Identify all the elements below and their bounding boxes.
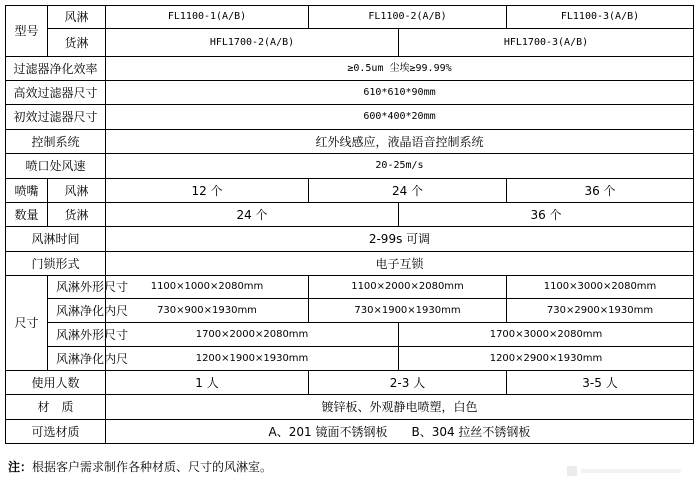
model-row-cargo: [6, 29, 694, 57]
filter-efficiency-label: 过滤器净化效率: [6, 57, 106, 81]
shower-time-row: [6, 227, 694, 252]
hepa-size-label: 高效过滤器尺寸: [6, 81, 106, 105]
nozzle-count-label-bottom: 数量: [6, 203, 48, 227]
footnote: [8, 460, 272, 474]
hepa-size-value: 610*610*90mm: [106, 81, 694, 105]
cargo-shower-label: 货淋: [48, 29, 106, 57]
dimension-cell: 730×1900×1930mm: [309, 299, 507, 323]
nozzle-count-label-top: 喷嘴: [6, 179, 48, 203]
nozzle-count-cell: 24 个: [309, 179, 507, 203]
dimension-row-air-outer: [6, 276, 694, 299]
nozzle-count-cell: 36 个: [507, 179, 694, 203]
shower-time-label: 风淋时间: [6, 227, 106, 252]
model-cell: HFL1700-3(A/B): [399, 29, 694, 57]
nozzle-count-row-air: [6, 179, 694, 203]
model-cell: HFL1700-2(A/B): [106, 29, 399, 57]
optional-material-value: A、201 镜面不锈钢板 B、304 拉丝不锈钢板: [106, 420, 694, 444]
users-cell: 1 人: [106, 371, 309, 395]
model-cell: FL1100-1(A/B): [106, 6, 309, 29]
hepa-size-row: [6, 81, 694, 105]
optional-material-label: 可选材质: [6, 420, 106, 444]
model-cell: FL1100-2(A/B): [309, 6, 507, 29]
lock-type-value: 电子互锁: [106, 252, 694, 276]
filter-efficiency-value: ≥0.5um 尘埃≥99.99%: [106, 57, 694, 81]
users-label: 使用人数: [6, 371, 106, 395]
model-label: 型号: [6, 6, 48, 57]
dimension-cell: 1200×2900×1930mm: [399, 347, 694, 371]
spec-table: [5, 5, 694, 444]
nozzle-count-row-cargo: [6, 203, 694, 227]
control-system-value: 红外线感应，液晶语音控制系统: [106, 130, 694, 154]
nozzle-speed-label: 喷口处风速: [6, 154, 106, 179]
dimension-cell: 1100×3000×2080mm: [507, 276, 694, 299]
dimension-cell: 1700×3000×2080mm: [399, 323, 694, 347]
air-shower-label: 风淋: [48, 6, 106, 29]
model-cell: FL1100-3(A/B): [507, 6, 694, 29]
watermark-logo: [567, 464, 687, 478]
prefilter-size-row: [6, 105, 694, 130]
prefilter-size-label: 初效过滤器尺寸: [6, 105, 106, 130]
dimension-cell: 730×2900×1930mm: [507, 299, 694, 323]
dimension-cell: 1100×1000×2080mm: [106, 276, 309, 299]
material-value: 镀锌板、外观静电喷塑，白色: [106, 395, 694, 420]
shower-time-value: 2-99s 可调: [106, 227, 694, 252]
nozzle-count-cell: 12 个: [106, 179, 309, 203]
dimensions-label: 尺寸: [6, 276, 48, 371]
nozzle-air-label: 风淋: [48, 179, 106, 203]
material-label: 材 质: [6, 395, 106, 420]
inner-size-label: 风淋净化内尺: [48, 347, 106, 371]
control-system-row: [6, 130, 694, 154]
model-row-air: [6, 6, 694, 29]
dimension-cell: 1200×1900×1930mm: [106, 347, 399, 371]
material-row: [6, 395, 694, 420]
dimension-cell: 1700×2000×2080mm: [106, 323, 399, 347]
dimension-cell: 1100×2000×2080mm: [309, 276, 507, 299]
users-cell: 2-3 人: [309, 371, 507, 395]
footnote-text: 根据客户需求制作各种材质、尺寸的风淋室。: [32, 460, 273, 474]
dimension-row-cargo-outer: [6, 323, 694, 347]
control-system-label: 控制系统: [6, 130, 106, 154]
optional-material-row: [6, 420, 694, 444]
inner-size-label: 风淋净化内尺: [48, 299, 106, 323]
nozzle-count-cell: 24 个: [106, 203, 399, 227]
dimension-row-air-inner: [6, 299, 694, 323]
dimension-row-cargo-inner: [6, 347, 694, 371]
filter-efficiency-row: [6, 57, 694, 81]
nozzle-speed-row: [6, 154, 694, 179]
nozzle-count-cell: 36 个: [399, 203, 694, 227]
prefilter-size-value: 600*400*20mm: [106, 105, 694, 130]
footnote-prefix: 注：: [8, 460, 33, 474]
nozzle-cargo-label: 货淋: [48, 203, 106, 227]
outer-size-label: 风淋外形尺寸: [48, 276, 106, 299]
lock-type-label: 门锁形式: [6, 252, 106, 276]
users-row: [6, 371, 694, 395]
lock-type-row: [6, 252, 694, 276]
dimension-cell: 730×900×1930mm: [106, 299, 309, 323]
users-cell: 3-5 人: [507, 371, 694, 395]
nozzle-speed-value: 20-25m/s: [106, 154, 694, 179]
outer-size-label: 风淋外形尺寸: [48, 323, 106, 347]
